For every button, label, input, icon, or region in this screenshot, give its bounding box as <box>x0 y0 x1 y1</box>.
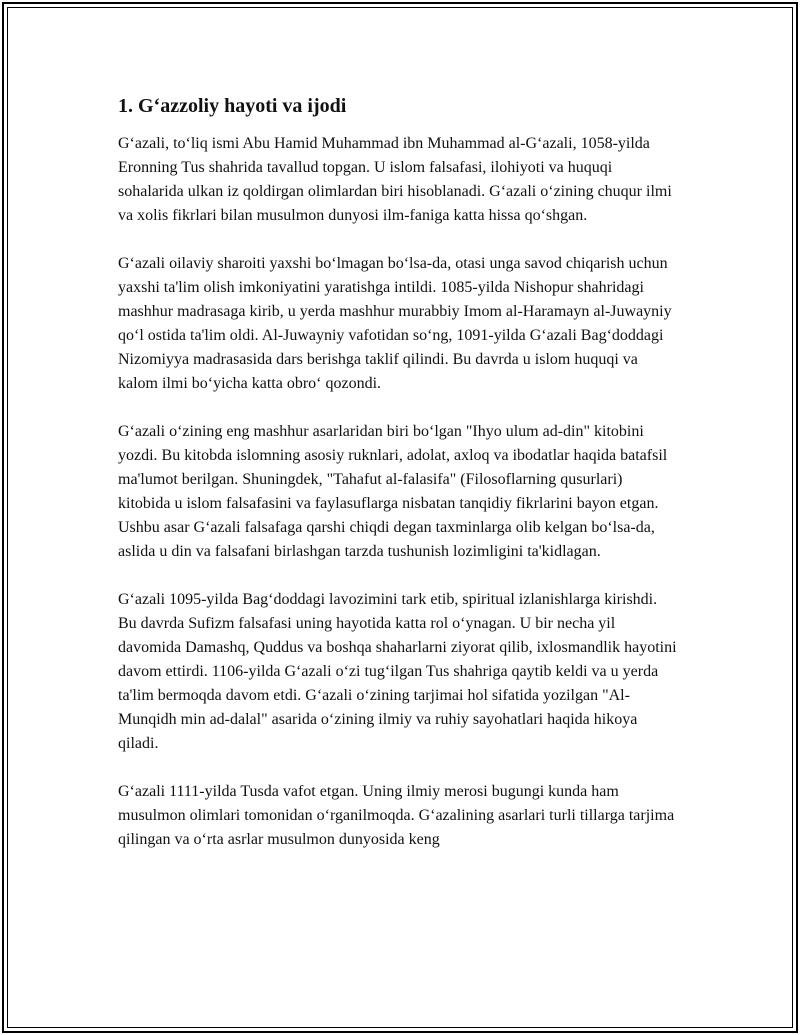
paragraph-4: G‘azali 1095-yilda Bag‘doddagi lavozimini tark etib, spiritual izlanishlarga kirishdi. Bu davrda Sufizm falsafasi uning hayotida katta rol o‘ynagan. U bir necha yil davomida Damashq, Quddus va boshqa shaharlarni ziyorat qilib, ixlosmandlik hayotini davom ettirdi. 1106-yilda G‘azali o‘zi tug‘ilgan Tus shahriga qaytib keldi va u yerda ta'lim bermoqda davom etdi. G‘azali o‘zining tarjimai hol sifatida yozilgan "Al-Munqidh min ad-dalal" asarida o‘zining ilmiy va ruhiy sayohatlari haqida hikoya qiladi. <box>118 591 677 752</box>
paragraph-5: G‘azali 1111-yilda Tusda vafot etgan. Uning ilmiy merosi bugungi kunda ham musulmon olimlari tomonidan o‘rganilmoqda. G‘azalining asarlari turli tillarga tarjima qilingan va o‘rta asrlar musulmon dunyosida keng <box>118 783 675 848</box>
paragraph-1: G‘azali, to‘liq ismi Abu Hamid Muhammad ibn Muhammad al-G‘azali, 1058-yilda Eronning Tus shahrida tavallud topgan. U islom falsafasi, ilohiyoti va huquqi sohalarida ulkan iz qoldirgan olimlardan biri hisoblanadi. G‘azali o‘zining chuqur ilmi va xolis fikrlari bilan musulmon dunyosi ilm-faniga katta hissa qo‘shgan. <box>118 135 672 224</box>
paragraph-2: G‘azali oilaviy sharoiti yaxshi bo‘lmagan bo‘lsa-da, otasi unga savod chiqarish uchun yaxshi ta'lim olish imkoniyatini yaratishga intildi. 1085-yilda Nishopur shahridagi mashhur madrasaga kirib, u yerda mashhur murabbiy Imom al-Haramayn al-Juwayniy qo‘l ostida ta'lim oldi. Al-Juwayniy vafotidan so‘ng, 1091-yilda G‘azali Bag‘doddagi Nizomiyya madrasasida dars berishga taklif qilindi. Bu davrda u islom huquqi va kalom ilmi bo‘yicha katta obro‘ qozondi. <box>118 255 672 392</box>
paragraph-3: G‘azali o‘zining eng mashhur asarlaridan biri bo‘lgan "Ihyo ulum ad-din" kitobini yozdi. Bu kitobda islomning asosiy ruknlari, adolat, axloq va ibodatlar haqida batafsil ma'lumot berilgan. Shuningdek, "Tahafut al-falasifa" (Filosoflarning qusurlari) kitobida u islom falsafasini va faylasuflarga nisbatan tanqidiy fikrlarini bayon etgan. Ushbu asar G‘azali falsafaga qarshi chiqdi degan taxminlarga olib kelgan bo‘lsa-da, aslida u din va falsafani birlashgan tarzda tushunish lozimligini ta'kidlagan. <box>118 423 668 560</box>
section-heading: 1. G‘azzoliy hayoti va ijodi <box>118 95 347 117</box>
document-body <box>118 92 678 876</box>
